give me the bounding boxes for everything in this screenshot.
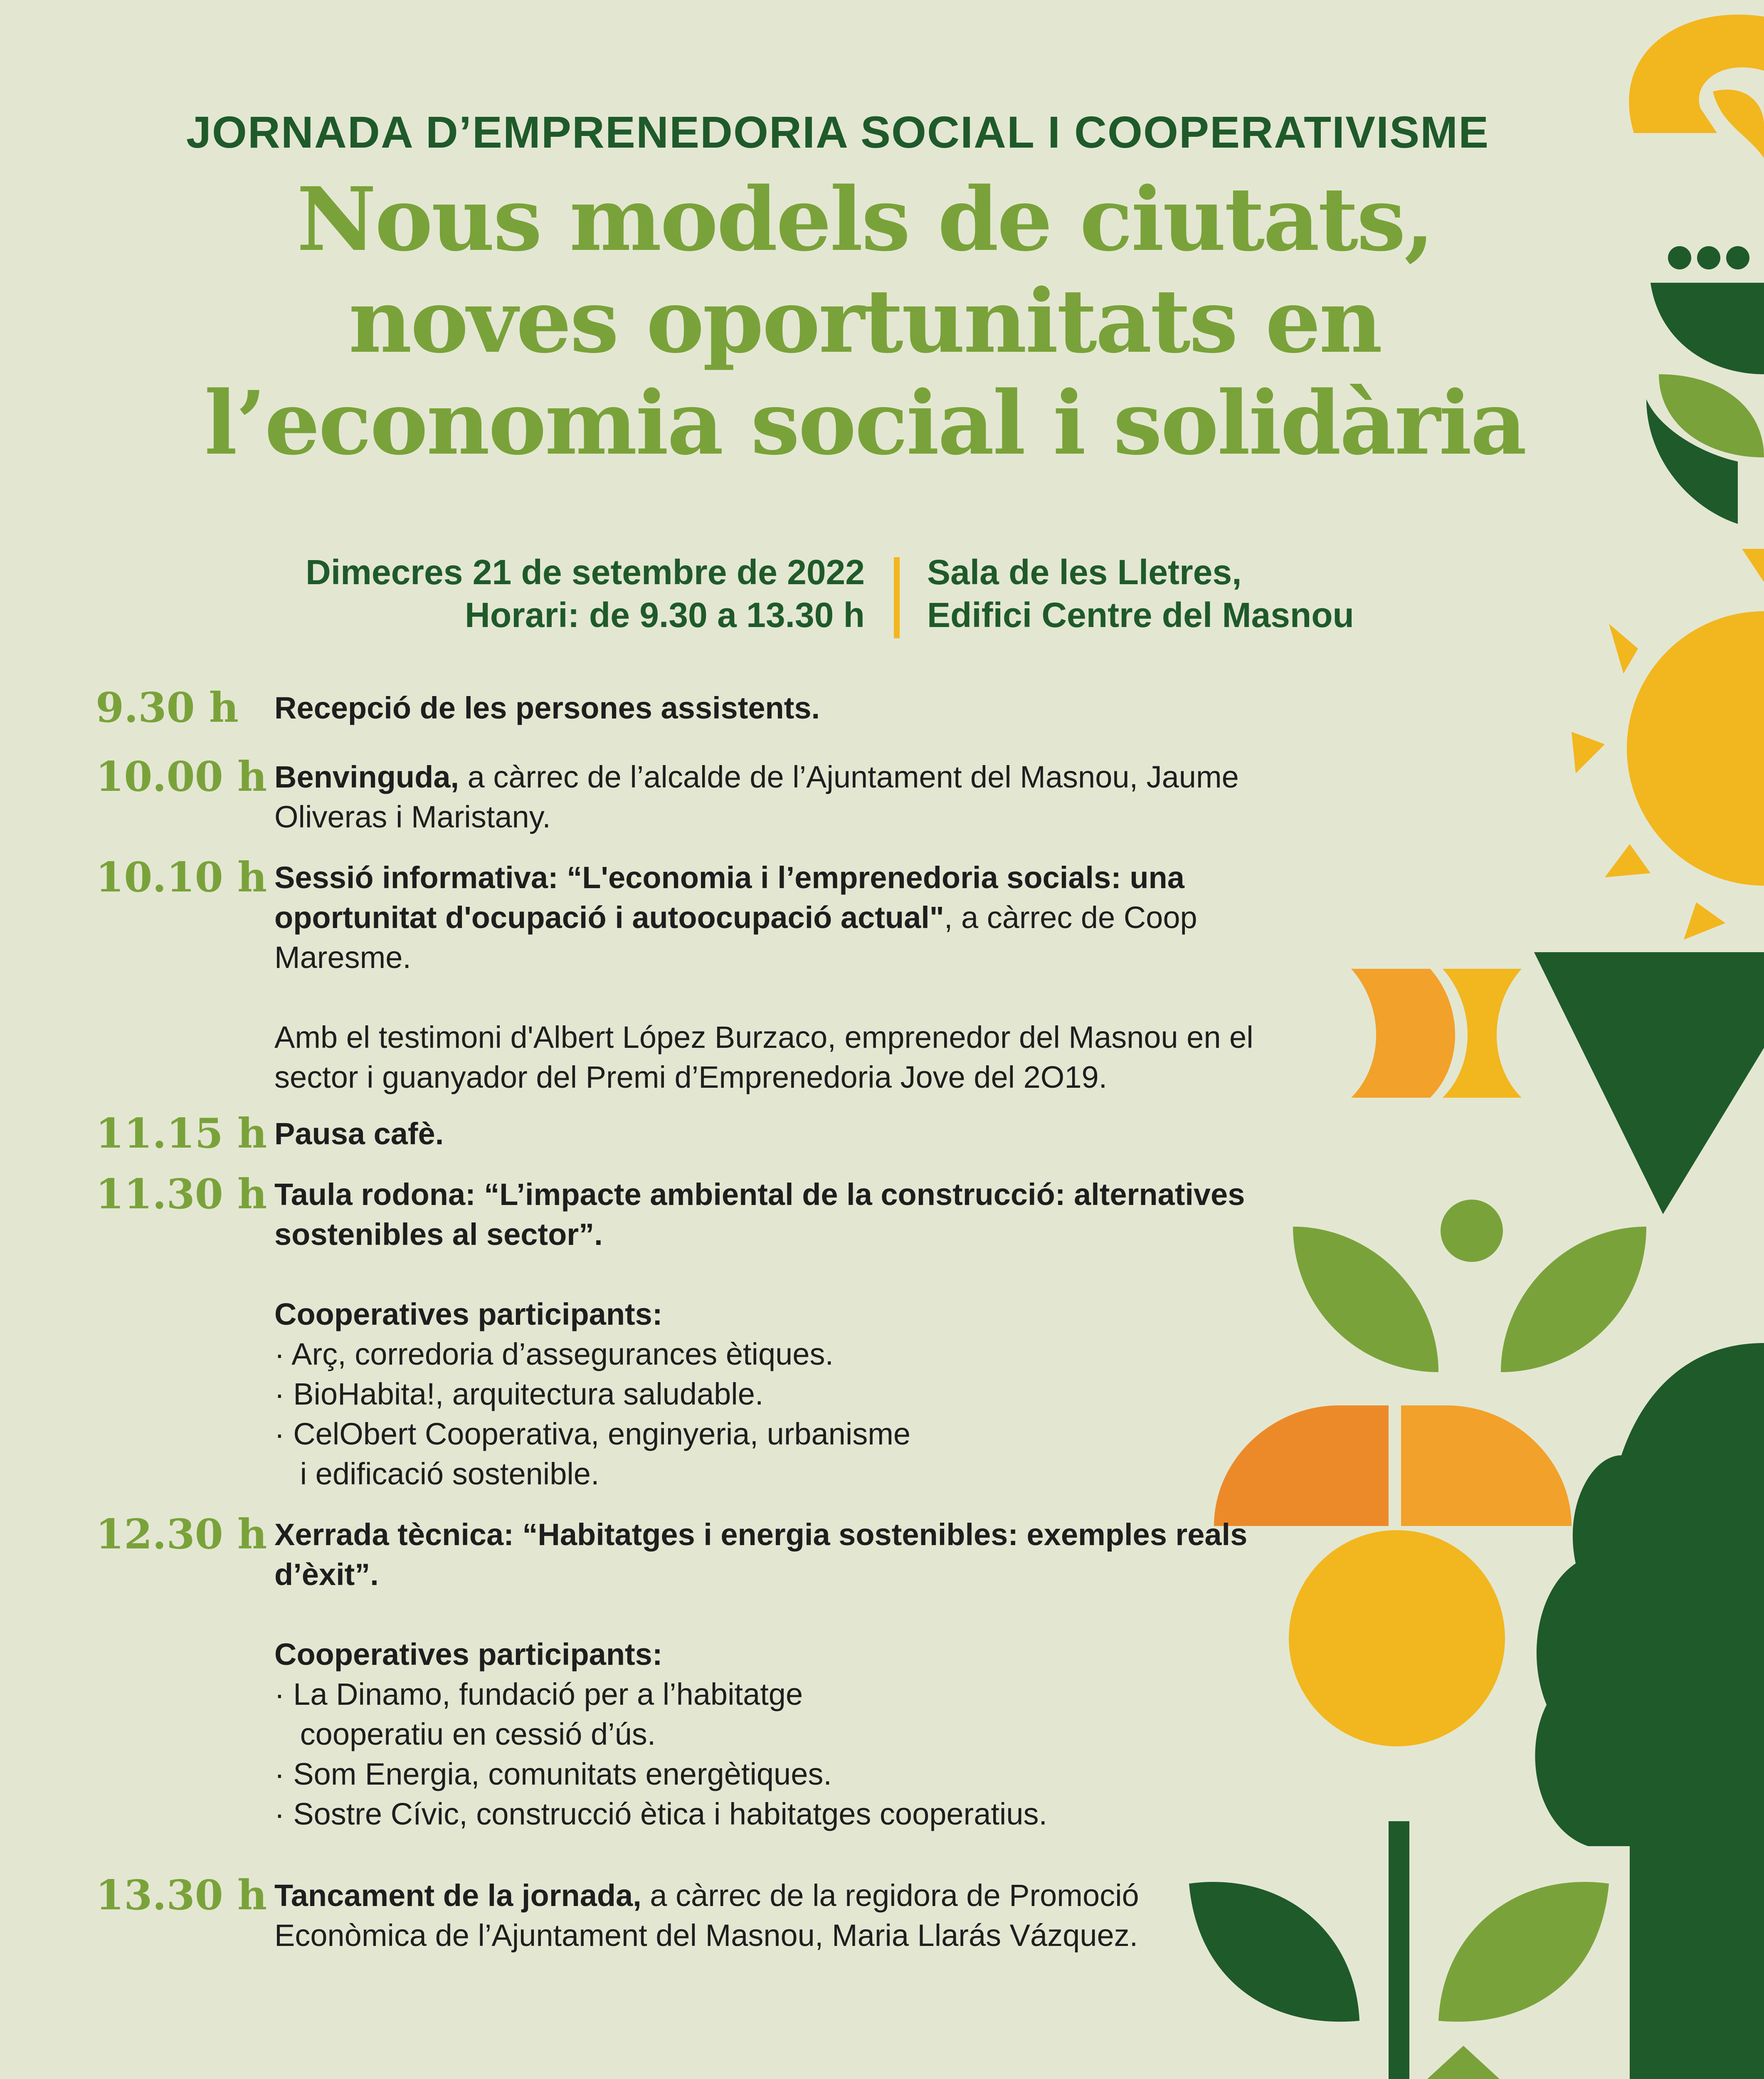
program-time: 9.30 h [96,684,239,732]
flower-center [1289,1530,1505,1746]
program-desc [274,1114,1268,1154]
event-hours: Horari: de 9.30 a 13.30 h [465,595,865,635]
program-heading: Taula rodona: “L’impacte ambiental de la construcció: alternatives sostenibles al sector”. [274,1177,1245,1252]
program-desc [274,858,1268,1097]
sun-ray [1572,732,1605,773]
participant-item: cooperatiu en cessió d’ús. [274,1717,656,1751]
tulip-leaf-left [1293,1227,1438,1372]
program-time: 12.30 h [96,1511,267,1558]
program-desc [274,1175,1268,1494]
program-item [96,753,1268,837]
venue-building: Edifici Centre del Masnou [927,595,1354,635]
page-title [137,168,1592,474]
title-line: Nous models de ciutats, [296,168,1433,271]
program-heading: Benvinguda, [274,760,459,794]
program-item [96,684,1268,732]
venue-room: Sala de les Lletres, [927,553,1242,592]
program-heading: Xerrada tècnica: “Habitatges i energia sostenibles: exemples reals d’èxit”. [274,1517,1248,1592]
program-desc [274,757,1268,837]
green-triangle-bottom [1280,2046,1646,2079]
participant-item: · Som Energia, comunitats energètiques. [274,1757,832,1791]
participants-title: Cooperatives participants: [274,1297,663,1331]
program-desc [274,1515,1268,1834]
program-item [96,854,1268,1097]
tulip-bud [1441,1200,1503,1262]
event-date: Dimecres 21 de setembre de 2022 [306,553,865,592]
participant-item: · La Dinamo, fundació per a l’habitatge [274,1677,803,1711]
participant-item: · Sostre Cívic, construcció ètica i habitatges cooperatius. [274,1797,1048,1831]
decor-dot [1697,246,1720,269]
title-line: l’economia social i solidària [204,372,1525,474]
program-heading: Pausa cafè. [274,1116,444,1151]
program-item [96,1872,1268,1956]
dark-flower-head [1651,283,1764,374]
sun-ray [1684,902,1725,940]
program-time: 11.15 h [96,1110,267,1158]
program-desc [274,1876,1268,1956]
event-venue [927,551,1509,637]
program-heading: Sessió informativa: “L'economia i l’emprenedoria socials: una oportunitat d'ocupació i autoocupació actual" [274,860,1184,935]
sun-ray [1742,549,1764,582]
stem [1389,1821,1409,2079]
program-time: 10.00 h [96,753,267,801]
program-item [96,1110,1268,1158]
program-text: , a càrrec de Coop Maresme. [274,900,1197,975]
participant-item: · Arç, corredoria d’assegurances ètiques. [274,1337,834,1371]
decor-dot [1726,246,1749,269]
participants-title: Cooperatives participants: [274,1637,663,1672]
participant-item: i edificació sostenible. [274,1457,600,1491]
stem-leaf-right [1438,1882,1609,2022]
sun-ray [1605,844,1651,877]
decor-dot [1668,246,1691,269]
program-heading: Recepció de les persones assistents. [274,691,820,725]
program-item [96,1511,1268,1834]
tulip-leaf-right [1501,1227,1646,1372]
participant-item: · BioHabita!, arquitectura saludable. [274,1377,764,1411]
event-datetime [233,551,865,637]
participant-item: · CelObert Cooperativa, enginyeria, urbanisme [274,1417,911,1451]
meta-divider [894,557,900,638]
program-item [96,1170,1268,1494]
sun-shape [1627,611,1764,886]
program-list [96,684,1268,1985]
title-line: noves oportunitats en [348,270,1381,373]
flower-petal-right [1401,1405,1572,1526]
program-extra: Amb el testimoni d'Albert López Burzaco, emprenedor del Masnou en el sector i guanyador del Premi d’Emprenedoria Jove del 2O19. [274,1020,1253,1094]
yellow-hook-shape [1713,89,1764,158]
program-heading: Tancament de la jornada, [274,1878,641,1913]
program-time: 11.30 h [96,1170,267,1218]
butterfly-wing-left [1351,969,1455,1098]
program-desc [274,688,1268,728]
program-text: a càrrec de la regidora de Promoció Econòmica de l’Ajuntament del Masnou, Maria Llarás Vázquez. [274,1878,1139,1953]
program-text: a càrrec de l’alcalde de l’Ajuntament del Masnou, Jaume Oliveras i Maristany. [274,760,1239,834]
program-time: 13.30 h [96,1872,267,1919]
program-time: 10.10 h [96,854,267,901]
sun-ray [1609,624,1638,674]
dark-triangle-shape [1534,952,1764,1214]
event-kicker: JORNADA D’EMPRENEDORIA SOCIAL I COOPERATIVISME [186,107,1490,157]
